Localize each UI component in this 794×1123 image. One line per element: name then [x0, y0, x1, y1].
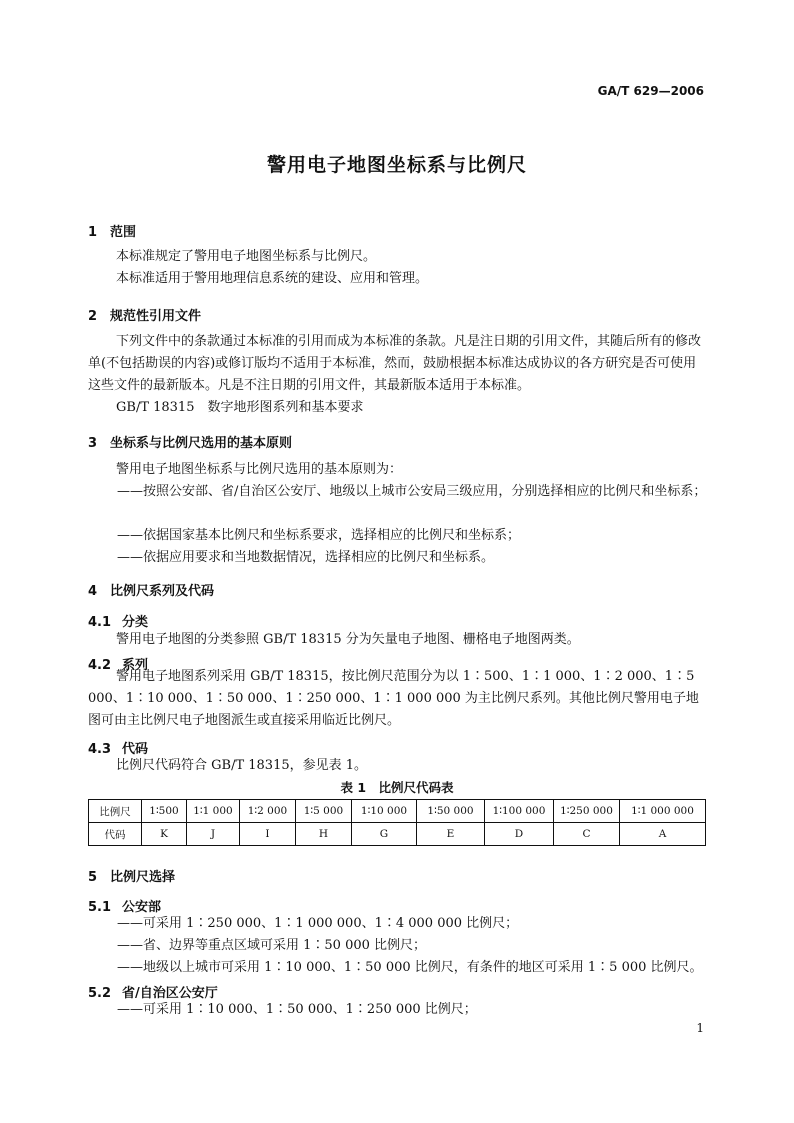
table-header-cell: 比例尺: [89, 800, 142, 823]
section-number: 5: [88, 870, 98, 885]
section-title: 坐标系与比例尺选用的基本原则: [110, 436, 293, 451]
reference-item: GB/T 18315 数字地形图系列和基本要求: [116, 400, 364, 415]
paragraph: 本标准规定了警用电子地图坐标系与比例尺。: [116, 249, 377, 264]
list-item: ——可采用 1∶250 000、1∶1 000 000、1∶4 000 000 比例尺；: [117, 916, 519, 931]
table-cell: K: [142, 823, 187, 846]
table-cell: 1∶1 000: [187, 800, 240, 823]
table-row: [89, 800, 706, 823]
section-number: 1: [88, 225, 98, 240]
paragraph: 本标准适用于警用地理信息系统的建设、应用和管理。: [116, 271, 429, 286]
subsection-number: 4.3: [88, 742, 112, 757]
table-header-cell: 代码: [89, 823, 142, 846]
section-5-heading: [88, 866, 175, 885]
table-cell: 1∶5 000: [296, 800, 352, 823]
section-number: 2: [88, 309, 98, 324]
table-cell: 1∶1 000 000: [620, 800, 706, 823]
table-row: [89, 823, 706, 846]
table-cell: D: [485, 823, 554, 846]
subsection-title: 省/自治区公安厅: [122, 986, 218, 1001]
table-cell: H: [296, 823, 352, 846]
table-cell: I: [240, 823, 296, 846]
table-cell: 1∶10 000: [352, 800, 417, 823]
paragraph: 警用电子地图坐标系与比例尺选用的基本原则为：: [116, 462, 403, 477]
table-cell: 1∶500: [142, 800, 187, 823]
table-cell: J: [187, 823, 240, 846]
paragraph: 警用电子地图的分类参照 GB/T 18315 分为矢量电子地图、栅格电子地图两类。: [116, 632, 580, 647]
table-cell: 1∶250 000: [554, 800, 620, 823]
section-title: 范围: [110, 225, 137, 240]
section-title: 比例尺系列及代码: [110, 584, 215, 599]
list-item: ——省、边界等重点区域可采用 1∶50 000 比例尺；: [117, 938, 427, 953]
paragraph: 警用电子地图系列采用 GB/T 18315，按比例尺范围分为以 1∶500、1∶1 000、1∶2 000、1∶5 000、1∶10 000、1∶50 000、1∶250 000、1∶1 000 000 为主比例尺系列。其他比例尺警用电子地图可由主比例尺电子地图派生或直接采用临近比例尺。: [88, 669, 699, 728]
subsection-number: 4.1: [88, 615, 112, 630]
section-2-heading: [88, 305, 201, 324]
scale-code-table: [88, 799, 706, 846]
list-item: ——依据应用要求和当地数据情况，选择相应的比例尺和坐标系。: [117, 550, 495, 565]
list-item: ——依据国家基本比例尺和坐标系要求，选择相应的比例尺和坐标系；: [117, 528, 521, 543]
table-cell: A: [620, 823, 706, 846]
section-number: 3: [88, 436, 98, 451]
section-title: 比例尺选择: [110, 870, 176, 885]
subsection-number: 5.1: [88, 900, 112, 915]
table-cell: 1∶50 000: [417, 800, 485, 823]
table-cell: 1∶100 000: [485, 800, 554, 823]
paragraph: 下列文件中的条款通过本标准的引用而成为本标准的条款。凡是注日期的引用文件，其随后所有的修改单(不包括勘误的内容)或修订版均不适用于本标准，然而，鼓励根据本标准达成协议的各方研究是否可使用这些文件的最新版本。凡是不注日期的引用文件，其最新版本适用于本标准。: [88, 334, 702, 393]
section-number: 4: [88, 584, 98, 599]
table-cell: 1∶2 000: [240, 800, 296, 823]
document-title: 警用电子地图坐标系与比例尺: [266, 154, 527, 176]
subsection-title: 系列: [122, 658, 149, 673]
standard-number: GA/T 629—2006: [597, 84, 704, 98]
list-item: ——按照公安部、省/自治区公安厅、地级以上城市公安局三级应用，分别选择相应的比例尺和坐标系；: [117, 484, 707, 499]
table-cell: G: [352, 823, 417, 846]
subsection-title: 公安部: [122, 900, 162, 915]
table-cell: C: [554, 823, 620, 846]
subsection-title: 代码: [122, 742, 149, 757]
section-4-heading: [88, 580, 214, 599]
page-number: 1: [696, 1021, 704, 1035]
section-1-heading: [88, 221, 136, 240]
list-item: ——地级以上城市可采用 1∶10 000、1∶50 000 比例尺，有条件的地区可采用 1∶5 000 比例尺。: [117, 960, 703, 975]
paragraph: 比例尺代码符合 GB/T 18315，参见表 1。: [116, 758, 368, 773]
table-cell: E: [417, 823, 485, 846]
subsection-4-1-heading: [88, 611, 148, 630]
table-caption: 表 1 比例尺代码表: [340, 780, 454, 795]
section-title: 规范性引用文件: [110, 309, 202, 324]
subsection-title: 分类: [122, 615, 149, 630]
subsection-number: 5.2: [88, 986, 112, 1001]
subsection-number: 4.2: [88, 658, 112, 673]
section-3-heading: [88, 432, 292, 451]
list-item: ——可采用 1∶10 000、1∶50 000、1∶250 000 比例尺；: [117, 1002, 477, 1017]
